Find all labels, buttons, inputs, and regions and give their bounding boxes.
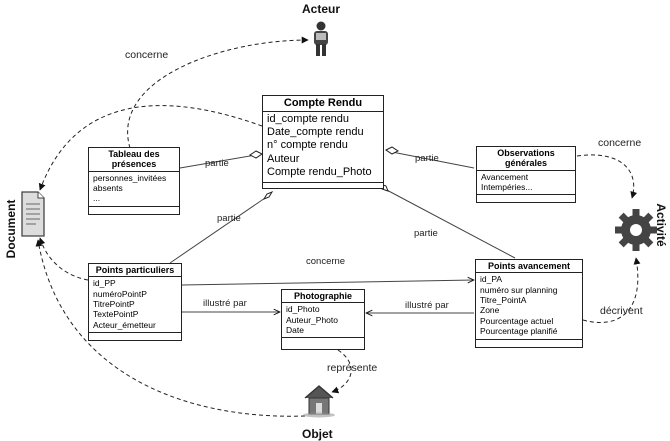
relation-label-partie-pp: partie: [217, 213, 241, 224]
attribute: TextePointP: [93, 309, 139, 320]
attribute: Pourcentage actuel: [480, 315, 554, 326]
connector-concerne-pp-pa: [182, 280, 474, 285]
house-icon: [303, 386, 335, 418]
attribute: Date: [286, 325, 304, 336]
attribute: Compte rendu_Photo: [267, 166, 372, 179]
activite-label: Activité: [654, 203, 668, 247]
class-title: Tableau des: [108, 149, 160, 159]
attribute: id_PA: [480, 274, 503, 285]
class-title: générales: [504, 158, 548, 169]
acteur-label: Acteur: [302, 2, 341, 16]
attribute: numéro sur planning: [480, 284, 558, 295]
class-title: Points avancement: [476, 260, 582, 273]
class-title: Photographie: [282, 290, 364, 303]
attribute: Intempéries...: [481, 182, 533, 193]
relation-label-partie-pa: partie: [414, 228, 438, 239]
attribute: personnes_invitées: [93, 172, 167, 183]
class-compte-rendu[interactable]: [262, 95, 384, 189]
person-icon: [314, 22, 328, 57]
document-label: Document: [4, 199, 18, 259]
aggregation-diamond-pp: [264, 192, 272, 199]
connector-pp-document: [40, 238, 88, 280]
gear-icon: [615, 209, 657, 251]
relation-label-decrivent: décrivent: [600, 305, 643, 317]
class-observations-generales[interactable]: [476, 146, 576, 203]
class-title: présences: [111, 159, 157, 170]
class-tableau-presences[interactable]: [88, 147, 180, 215]
relation-label-partie-observations: partie: [415, 153, 439, 164]
attribute: TitrePointP: [93, 299, 135, 310]
class-points-avancement[interactable]: [475, 259, 583, 348]
attribute: n° compte rendu: [267, 139, 348, 152]
class-title: Points particuliers: [89, 264, 181, 277]
relation-label-represente: représente: [327, 362, 378, 374]
attribute: Acteur_émetteur: [93, 319, 156, 330]
attribute: id_compte rendu: [267, 112, 349, 125]
attribute: Titre_PointA: [480, 295, 527, 306]
class-title: Compte Rendu: [263, 96, 383, 112]
document-icon: [22, 192, 44, 236]
attribute: Auteur: [267, 152, 300, 165]
attribute: absents: [93, 183, 123, 194]
attribute: Avancement: [481, 171, 529, 182]
attribute: Auteur_Photo: [286, 314, 338, 325]
attribute: id_PP: [93, 278, 116, 289]
attribute: Zone: [480, 305, 500, 316]
aggregation-diamond-tableau: [250, 151, 262, 158]
attribute: Pourcentage planifié: [480, 326, 558, 337]
class-title: Observations: [497, 148, 555, 158]
attribute: ...: [93, 193, 101, 204]
objet-label: Objet: [302, 427, 333, 441]
relation-label-illustre-pa: illustré par: [405, 300, 449, 311]
connector-partie-pp: [170, 196, 268, 263]
relation-label-concerne-pp-pa: concerne: [306, 256, 346, 267]
relation-label-partie-tableau: partie: [205, 158, 229, 169]
attribute: numéroPointP: [93, 288, 147, 299]
class-photographie[interactable]: [281, 289, 365, 350]
attribute: id_Photo: [286, 304, 320, 315]
relation-label-concerne-acteur: concerne: [125, 49, 169, 61]
attribute: Date_compte rendu: [267, 126, 364, 139]
connector-concerne-activite: [577, 155, 634, 198]
relation-label-illustre-pp: illustré par: [203, 298, 247, 309]
class-points-particuliers[interactable]: [88, 263, 182, 341]
relation-label-concerne-activite: concerne: [598, 137, 642, 149]
